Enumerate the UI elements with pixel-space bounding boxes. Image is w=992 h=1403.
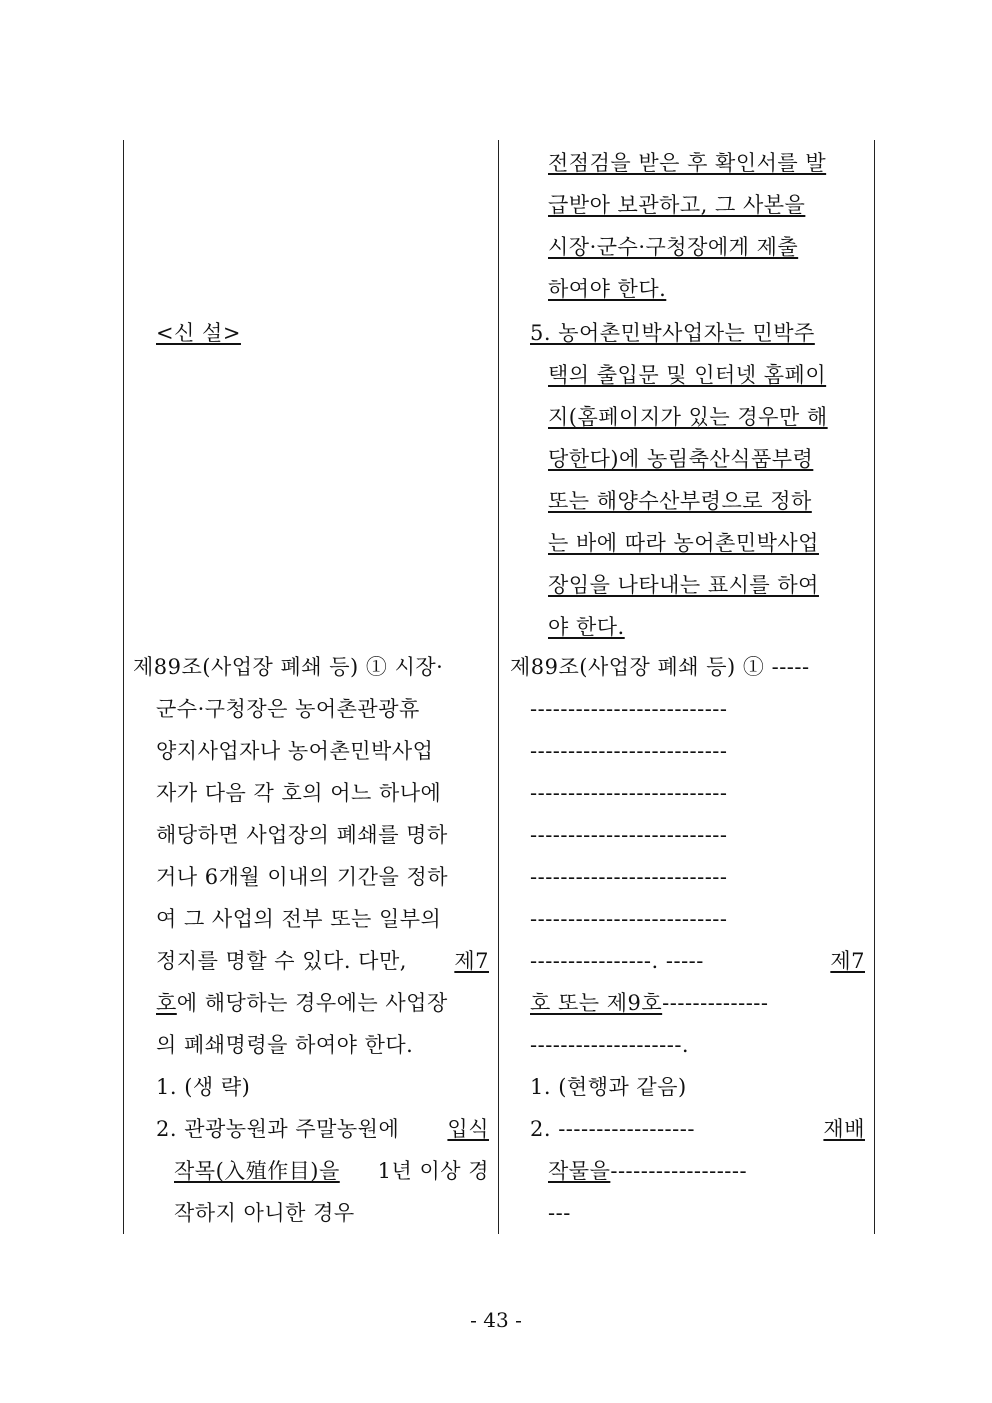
table-border-right xyxy=(874,140,875,1234)
dash-line: --------------------. xyxy=(530,1033,690,1057)
amended-line: 급받아 보관하고, 그 사본을 xyxy=(548,193,806,217)
amended-text: 작물을 xyxy=(548,1159,611,1183)
amended-text: 호 xyxy=(156,991,177,1015)
text-segment: 2. ------------------ xyxy=(530,1117,695,1141)
article-89-line: 자가 다음 각 호의 어느 하나에 xyxy=(156,781,442,805)
amended-text: 호 또는 제9호 xyxy=(530,991,663,1015)
amended-text: 제7 xyxy=(454,949,489,973)
item-5-line: 지(홈페이지가 있는 경우만 해 xyxy=(548,405,828,429)
item-5-line: 5. 농어촌민박사업자는 민박주 xyxy=(530,321,815,345)
article-89-line: 의 폐쇄명령을 하여야 한다. xyxy=(156,1033,414,1057)
dash-line: -------------------------- xyxy=(530,697,728,721)
item-5-line: 야 한다. xyxy=(548,615,625,639)
item-2: --- xyxy=(548,1201,571,1225)
article-89-line xyxy=(156,990,489,1016)
article-89-line: 양지사업자나 농어촌민박사업 xyxy=(156,739,434,763)
item-2: 작하지 아니한 경우 xyxy=(174,1201,355,1225)
article-89-line: 군수·구청장은 농어촌관광휴 xyxy=(156,697,420,721)
table-border-middle xyxy=(498,140,499,1234)
item-5-line: 또는 해양수산부령으로 정하 xyxy=(548,489,812,513)
text-segment: 정지를 명할 수 있다. 다만, xyxy=(156,949,407,973)
text-segment: 에 해당하는 경우에는 사업장 xyxy=(176,991,448,1015)
amended-text: 입식 xyxy=(447,1117,489,1141)
article-89-line: 거나 6개월 이내의 기간을 정하 xyxy=(156,865,448,889)
amended-line: 전점검을 받은 후 확인서를 발 xyxy=(548,151,827,175)
item-5-line: 장임을 나타내는 표시를 하여 xyxy=(548,573,819,597)
article-89-line xyxy=(156,948,489,974)
amended-line: 시장·군수·구청장에게 제출 xyxy=(548,235,799,259)
amended-line: 하여야 한다. xyxy=(548,277,667,301)
text-segment xyxy=(156,990,448,1016)
amended-text: 재배 xyxy=(823,1117,865,1141)
item-2 xyxy=(530,1116,865,1142)
article-89-line: 여 그 사업의 전부 또는 일부의 xyxy=(156,907,442,931)
item-5-line: 는 바에 따라 농어촌민박사업 xyxy=(548,531,819,555)
item-2 xyxy=(548,1158,747,1184)
item-2 xyxy=(156,1116,489,1142)
article-89-head: 제89조(사업장 폐쇄 등) ① ----- xyxy=(510,655,810,679)
text-segment: ----------------. ----- xyxy=(530,949,704,973)
article-89-line: 해당하면 사업장의 폐쇄를 명하 xyxy=(156,823,448,847)
item-2 xyxy=(174,1158,489,1184)
item-1: 1. (현행과 같음) xyxy=(530,1075,687,1099)
dash-line: -------------------------- xyxy=(530,823,728,847)
text-segment: -------------- xyxy=(662,991,769,1015)
new-provision-label: <신 설> xyxy=(156,321,241,345)
dash-line xyxy=(530,948,865,974)
item-1: 1. (생 략) xyxy=(156,1075,251,1099)
dash-line: -------------------------- xyxy=(530,907,728,931)
dash-line xyxy=(530,990,769,1016)
text-segment: 1년 이상 경 xyxy=(377,1159,489,1183)
dash-line: -------------------------- xyxy=(530,781,728,805)
text-segment: ------------------ xyxy=(610,1159,748,1183)
amended-text: 작목(入殖作目)을 xyxy=(174,1159,340,1183)
text-segment: 2. 관광농원과 주말농원에 xyxy=(156,1117,400,1141)
page-number: - 43 - xyxy=(470,1308,522,1332)
amended-text: 제7 xyxy=(830,949,865,973)
dash-line: -------------------------- xyxy=(530,865,728,889)
dash-line: -------------------------- xyxy=(530,739,728,763)
item-5-line: 택의 출입문 및 인터넷 홈페이 xyxy=(548,363,827,387)
article-89-line: 제89조(사업장 폐쇄 등) ① 시장· xyxy=(133,655,444,679)
table-border-left xyxy=(123,140,124,1234)
item-5-line: 당한다)에 농림축산식품부령 xyxy=(548,447,814,471)
